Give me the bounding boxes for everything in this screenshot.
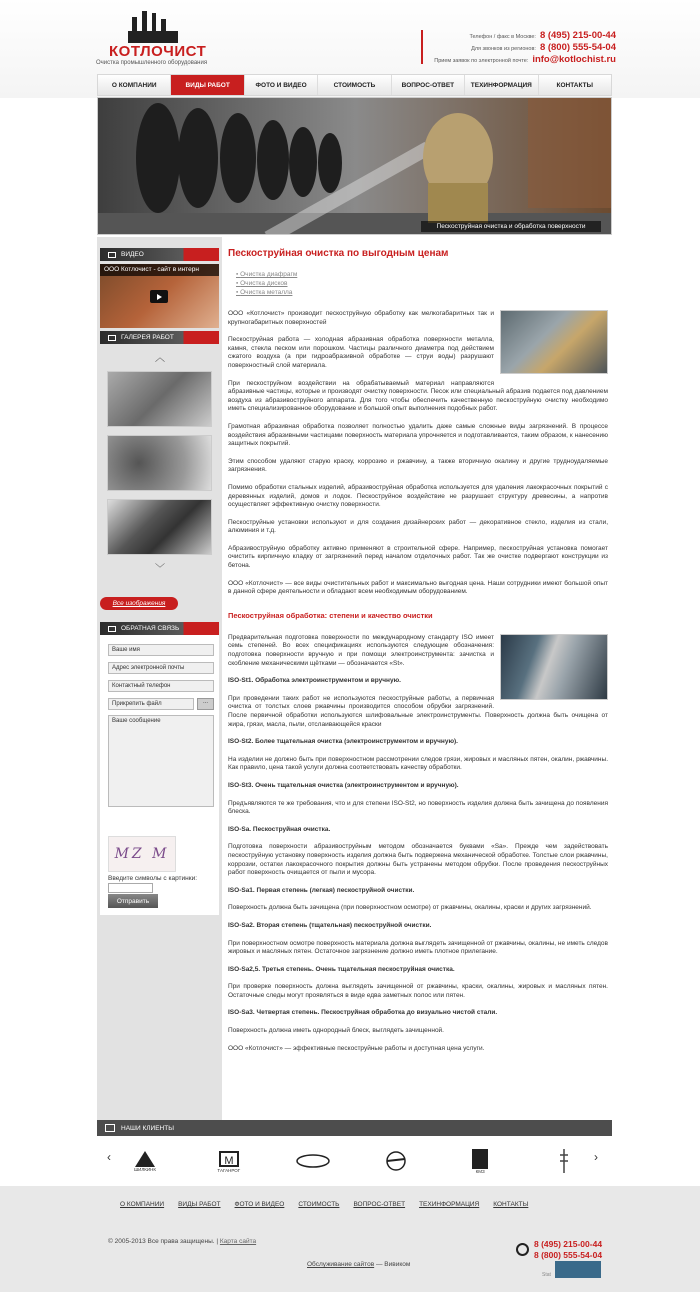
feedback-title: ОБРАТНАЯ СВЯЗЬ (121, 625, 180, 632)
contact-row (471, 42, 616, 53)
send-button[interactable]: Отправить (108, 894, 158, 908)
standard-heading: ISO-St2. Более тщательная очистка (электроинструментом и вручную). (228, 738, 458, 746)
paragraph: ООО «Котлочист» — эффективные пескоструйные работы и доступная цена услуги. (228, 1044, 485, 1052)
captcha-input[interactable] (108, 883, 153, 893)
copyright (108, 1238, 256, 1245)
standard-heading: ISO-St1. Обработка электроинструментом и вручную. (228, 677, 401, 685)
video-header (100, 248, 219, 261)
contact-label: Прием заявок по электронной почте: (434, 58, 529, 64)
video-box (100, 248, 219, 273)
gallery-up-arrow-icon[interactable]: ︿ (155, 353, 165, 364)
browse-button[interactable]: ... (197, 698, 214, 710)
standard-heading: ISO-Sa1. Первая степень (легкая) пескоструйной очистки. (228, 886, 415, 894)
gallery-thumb[interactable] (107, 499, 212, 555)
client-logo-text: ШИЛКИНК (133, 1166, 157, 1172)
standard-heading: ISO-Sa. Пескоструйная очистка. (228, 825, 331, 833)
client-logo-mark-icon (383, 1151, 409, 1171)
link-disks[interactable]: ▪ Очистка дисков (236, 280, 608, 287)
footer-link-prices[interactable]: СТОИМОСТЬ (298, 1201, 340, 1208)
client-logo-mark-icon (218, 1150, 240, 1168)
paragraph: Поверхность должна быть зачищена (при поверхностном осмотре) от ржавчины, окалины, краски и других загрязнений. (228, 904, 592, 912)
paragraph: При поверхностном осмотре поверхность материала должна выглядеть зачищенной от ржавчины, окалины, не иметь следов жировых и масляных пятен. Остаточное загрязнение должно иметь плотное прилегание. (228, 939, 608, 956)
paragraph: ООО «Котлочист» — все виды очистительных работ и максимально выгодная цена. Наши сотрудники имеют большой опыт в данной сфере деятельности и обладают всем необходимым оборудованием. (228, 579, 608, 596)
client-logo[interactable] (295, 1147, 331, 1175)
gallery-down-arrow-icon[interactable]: ﹀ (155, 564, 165, 575)
footer-nav (120, 1201, 528, 1208)
article-image (500, 310, 608, 374)
gallery-title: ГАЛЕРЕЯ РАБОТ (121, 334, 174, 341)
standard-heading: ISO-Sa2,5. Третья степень. Очень тщательная пескоструйная очистка. (228, 965, 455, 973)
service-credit (307, 1261, 410, 1268)
client-logo-text: ТАГАНРОГ (217, 1167, 241, 1173)
client-logo-mark-icon (558, 1149, 570, 1173)
paragraph: Помимо обработки стальных изделий, абразивоструйная обработка используется для удаления лакокрасочных покрытий с деревянных изделий, домов и лодок. Пескоструйное воздействие не разрушает структуру древесины, а напротив осуществляет эффективную очистку поверхности. (228, 483, 608, 509)
play-icon[interactable] (150, 290, 168, 303)
footer-link-contacts[interactable]: КОНТАКТЫ (493, 1201, 529, 1208)
nav-item-services[interactable]: ВИДЫ РАБОТ (171, 75, 244, 95)
banner-caption: Пескоструйная очистка и обработка поверхности (421, 221, 601, 232)
gallery-box (100, 331, 219, 575)
banner (97, 97, 612, 235)
footer (0, 1186, 700, 1292)
contact-label: Телефон / факс в Москве: (469, 34, 536, 40)
client-logo[interactable] (378, 1147, 414, 1175)
clients-next-arrow-icon[interactable]: › (594, 1150, 598, 1164)
phone-regions[interactable]: 8 (800) 555-54-04 (539, 42, 616, 53)
article-image (500, 634, 608, 700)
camera-icon (108, 252, 116, 258)
section-heading: Пескоструйная обработка: степени и качество очистки (228, 610, 433, 620)
video-caption: ООО Котлочист - сайт в интерн (100, 264, 219, 276)
paragraph: При проверке поверхность должна выглядеть зачищенной от ржавчины, краски, окалины, жировых и масляных пятен. Остаточные следы могут проявляться в виде едва заметных полос или пятен. (228, 983, 608, 999)
client-logo[interactable] (462, 1147, 498, 1175)
all-images-button[interactable]: Все изображения (100, 597, 178, 610)
paragraph: Абразивоструйную обработку активно применяют в строительной сфере. Например, пескоструйная установка помогает очистить кирпичную кладку от загрязнений перед началом отделочных работ. Так же очистке подвергают конструкции из бетона. (228, 544, 608, 570)
standard-heading: ISO-Sa2. Вторая степень (тщательная) пескоструйной очистки. (228, 921, 432, 929)
paragraph: При пескоструйном воздействии на обрабатываемый материал направляются абразивные частицы, которые и производят очистку поверхности. Песок или специальный абразив подается под давлением воздуха из абразивоструйного аппарата. Для того чтобы обеспечить качественную пескоструйную очистку необходимо иметь специализированное оборудование и большой опыт выполнения подобных работ. (228, 379, 608, 413)
service-link[interactable]: Обслуживание сайтов (307, 1261, 375, 1268)
paragraph: Подготовка поверхности абразивоструйным методом обозначается буквами «Sa». Прежде чем задействовать пескоструйную установку поверхность изделия должна быть подвержена механической обработке. Толстые слои ржавчины, коррозии, остатки лакокрасочного покрытия должны быть устранены методом обрубки. После проведения пескоструйных работ поверхность очищается от пыли и мусора. (228, 843, 608, 877)
phone-moscow[interactable]: 8 (495) 215-00-44 (539, 30, 616, 41)
main-nav (97, 74, 612, 96)
standard-heading: ISO-Sa3. Четвертая степень. Пескоструйная обработка до визуально чистой стали. (228, 1009, 498, 1017)
paragraph: Этим способом удаляют старую краску, коррозию и ржавчину, а также вторичную окалину и другие трудноудаляемые загрязнения. (228, 457, 608, 474)
captcha-label: Введите символы с картинки: (108, 875, 198, 882)
page-title: Пескоструйная очистка по выгодным ценам (228, 248, 449, 259)
captcha-image: MZ M (108, 836, 176, 872)
footer-link-services[interactable]: ВИДЫ РАБОТ (178, 1201, 221, 1208)
nav-item-prices[interactable]: СТОИМОСТЬ (318, 75, 391, 95)
brand-name: КОТЛОЧИСТ (109, 43, 207, 60)
client-logos (127, 1144, 582, 1178)
email-input[interactable]: Адрес электронной почты (108, 662, 214, 674)
gallery-thumb[interactable] (107, 371, 212, 427)
paragraph: Пескоструйная работа — холодная абразивная обработка поверхности металла, камня, стекла песком или порошком. Частицы различного диаметра под действием сжатого воздуха (а при гидроабразивной обработке — струи воды) разрушают поверхностный слой материала. (228, 336, 494, 369)
paragraph: Предварительная подготовка поверхности по международному стандарту ISO имеет семь степеней. Во всех спецификациях используются следующие обозначения: подготовка поверхности вручную и при помощи электроинструмента: зачистка и скобление механическими щётками — обозначается «St». (228, 633, 494, 667)
video-player[interactable] (100, 264, 219, 328)
contact-row (469, 30, 616, 41)
footer-phone-2[interactable]: 8 (800) 555-54-04 (534, 1250, 603, 1260)
logo[interactable] (96, 8, 216, 68)
clients-section (97, 1120, 612, 1186)
paragraph: Пескоструйные установки используют и для создания дизайнерских работ — декоративное стекло, изделия из стали, алюминия и т.д. (228, 518, 608, 535)
camera-icon (108, 335, 116, 341)
client-logo[interactable] (127, 1147, 163, 1175)
footer-link-faq[interactable]: ВОПРОС-ОТВЕТ (353, 1201, 406, 1208)
service-by: — Вивиком (374, 1261, 411, 1268)
paragraph: ООО «Котлочист» производит пескоструйную обработку как мелкогабаритных так и крупногабаритных поверхностей (228, 310, 494, 326)
paragraph: Предъявляются те же требования, что и для степени ISO-St2, но поверхность изделия должна быть зачищена до появления блеска. (228, 799, 608, 816)
nav-item-faq[interactable]: ВОПРОС-ОТВЕТ (392, 75, 465, 95)
link-diaphragms[interactable]: ▪ Очистка диафрагм (236, 271, 608, 278)
briefcase-icon (105, 1124, 115, 1132)
client-logo-text: КМЗ (475, 1168, 485, 1174)
header-contacts (421, 30, 616, 64)
paragraph: При проведении таких работ не используются пескоструйные работы, а первичная очистка от толстых слоев ржавчины производится способом обрубки загрязнений. После первичной обработки используются шлифовальные электроинструменты. Поверхность должна быть очищена от жира, грязи, масла, пыли, отслаивающейся краски (228, 694, 608, 728)
phone-icon (516, 1243, 529, 1256)
nav-item-media[interactable]: ФОТО И ВИДЕО (245, 75, 318, 95)
visit-counter[interactable] (555, 1261, 601, 1278)
contact-label: Для звонков из регионов: (471, 46, 536, 52)
link-metal[interactable]: ▪ Очистка металла (236, 289, 608, 296)
client-logo-mark-icon (296, 1154, 330, 1168)
paragraph: Поверхность должна иметь однородный блеск, выглядеть зачищенной. (228, 1027, 444, 1035)
banner-image (98, 98, 612, 235)
paragraph: На изделии не должно быть при поверхностном рассмотрении следов грязи, жировых и масляных пятен, окалин, ржавчины. Как правило, цена такой услуги должна соответствовать качеству обработки. (228, 755, 608, 772)
brand-slogan: Очистка промышленного оборудования (96, 60, 208, 66)
phone-input[interactable]: Контактный телефон (108, 680, 214, 692)
client-logo-mark-icon (135, 1151, 155, 1167)
file-input[interactable]: Прикрепить файл (108, 698, 194, 710)
clients-prev-arrow-icon[interactable]: ‹ (107, 1150, 111, 1164)
client-logo-mark-icon (472, 1149, 488, 1169)
client-logo[interactable] (211, 1147, 247, 1175)
email-link[interactable]: info@kotlochist.ru (532, 54, 616, 65)
main-content (228, 248, 608, 1062)
mail-icon (108, 626, 116, 632)
footer-phone-1[interactable]: 8 (495) 215-00-44 (534, 1239, 603, 1249)
message-textarea[interactable]: Ваше сообщение (108, 715, 214, 807)
footer-link-techinfo[interactable]: ТЕХИНФОРМАЦИЯ (419, 1201, 480, 1208)
nav-item-techinfo[interactable]: ТЕХИНФОРМАЦИЯ (465, 75, 538, 95)
clients-header (97, 1120, 612, 1136)
feedback-form (100, 622, 219, 915)
clients-title: НАШИ КЛИЕНТЫ (121, 1124, 174, 1132)
nav-item-contacts[interactable]: КОНТАКТЫ (556, 81, 593, 89)
video-title: ВИДЕО (121, 251, 144, 258)
client-logo[interactable] (546, 1147, 582, 1175)
stat-label: Stat (542, 1272, 551, 1278)
svg-text:М: М (224, 1154, 234, 1167)
gallery-header (100, 331, 219, 344)
standard-heading: ISO-St3. Очень тщательная очистка (электроинструментом и вручную). (228, 781, 459, 789)
footer-link-about[interactable]: О КОМПАНИИ (120, 1201, 165, 1208)
paragraph: Грамотная абразивная обработка позволяет полностью удалить даже самые сложные виды загрязнений. В процессе воздействия абразивными частицами поверхность материала упрочняется и подготавливается, таким образом, к нанесению защитных покрытий. (228, 422, 608, 448)
nav-item-about[interactable]: О КОМПАНИИ (98, 75, 171, 95)
subpage-links (236, 271, 608, 296)
factory-icon (128, 11, 178, 43)
gallery-thumb[interactable] (107, 435, 212, 491)
feedback-header (100, 622, 219, 635)
contact-row (434, 54, 616, 65)
footer-link-media[interactable]: ФОТО И ВИДЕО (234, 1201, 285, 1208)
name-input[interactable]: Ваше имя (108, 644, 214, 656)
copyright-text: © 2005-2013 Все права защищены. | (108, 1238, 219, 1245)
sitemap-link[interactable]: Карта сайта (219, 1238, 257, 1245)
